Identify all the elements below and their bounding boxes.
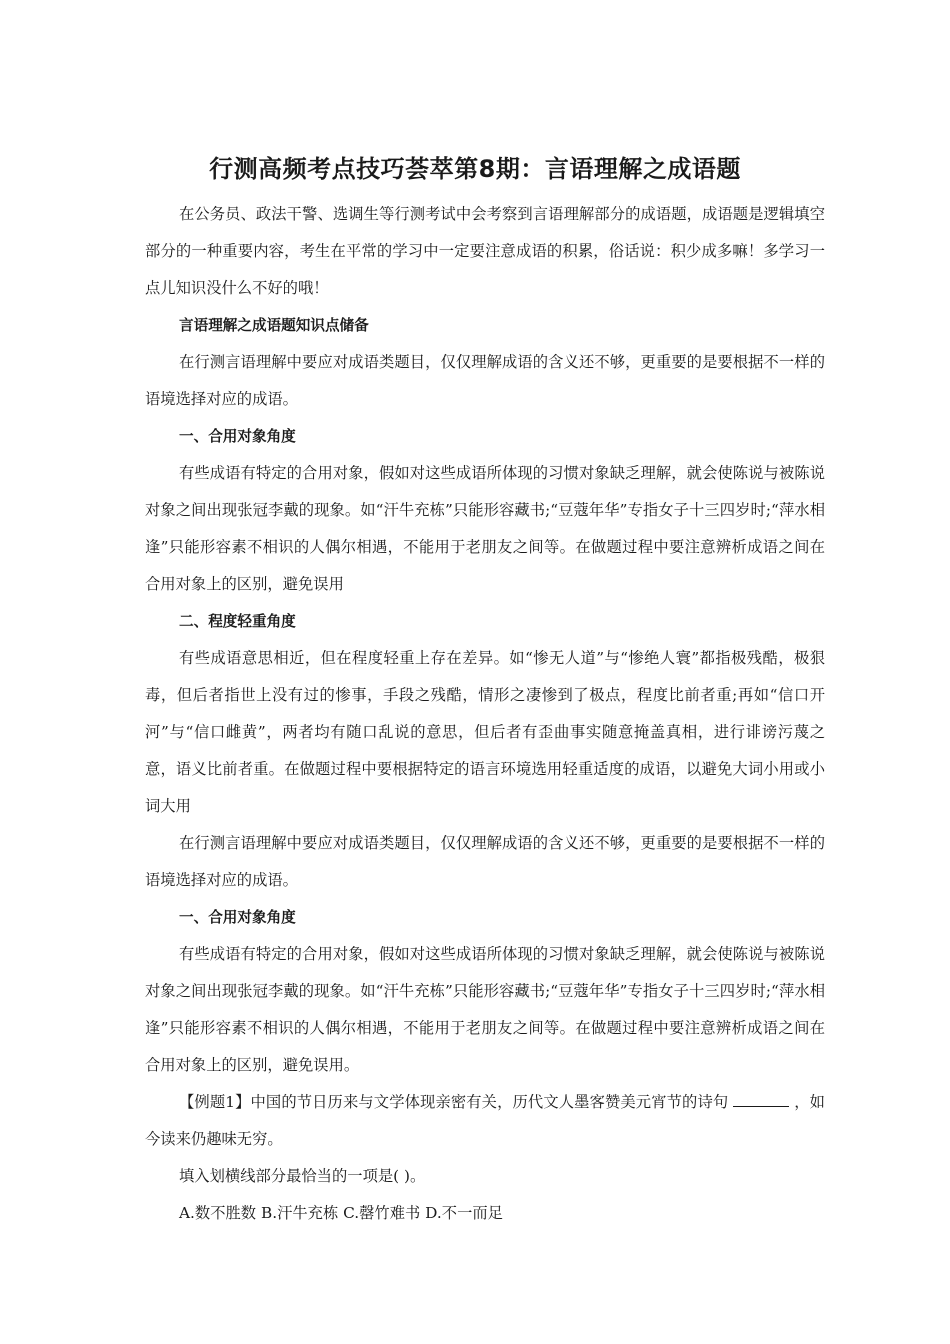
heading-degree-angle: 二、程度轻重角度 (179, 613, 296, 630)
example-options: A.数不胜数 B.汗牛充栋 C.罄竹难书 D.不一而足 (179, 1204, 503, 1222)
object-angle-paragraph-2: 有些成语有特定的合用对象，假如对这些成语所体现的习惯对象缺乏理解，就会使陈说与被陈说对象之间出现张冠李戴的现象。如“汗牛充栋”只能形容藏书;“豆蔻年华”专指女子十三四岁时;“萍水相逢”只能形容素不相识的人偶尔相遇，不能用于老朋友之间等。在做题过程中要注意辨析成语之间在合用对象上的区别，避免误用。 (145, 945, 825, 1074)
intro-paragraph: 在公务员、政法干警、选调生等行测考试中会考察到言语理解部分的成语题，成语题是逻辑填空部分的一种重要内容，考生在平常的学习中一定要注意成语的积累，俗话说：积少成多嘛！多学习一点儿知识没什么不好的哦！ (145, 205, 825, 297)
heading-object-angle-2: 一、合用对象角度 (179, 909, 296, 926)
fill-blank (761, 1092, 789, 1107)
document-body (145, 196, 825, 1232)
example-stem-before: 【例题1】中国的节日历来与文学体现亲密有关，历代文人墨客赞美元宵节的诗句 (179, 1093, 729, 1111)
heading-object-angle-1: 一、合用对象角度 (179, 428, 296, 445)
example-stem-after: ，如今读来仍趣味无穷。 (145, 1093, 825, 1148)
context-paragraph-1: 在行测言语理解中要应对成语类题目，仅仅理解成语的含义还不够，更重要的是要根据不一样的语境选择对应的成语。 (145, 353, 825, 408)
context-paragraph-2: 在行测言语理解中要应对成语类题目，仅仅理解成语的含义还不够，更重要的是要根据不一样的语境选择对应的成语。 (145, 834, 825, 889)
page-title: 行测高频考点技巧荟萃第8期：言语理解之成语题 (209, 155, 741, 183)
object-angle-paragraph-1: 有些成语有特定的合用对象，假如对这些成语所体现的习惯对象缺乏理解，就会使陈说与被陈说对象之间出现张冠李戴的现象。如“汗牛充栋”只能形容藏书;“豆蔻年华”专指女子十三四岁时;“萍水相逢”只能形容素不相识的人偶尔相遇，不能用于老朋友之间等。在做题过程中要注意辨析成语之间在合用对象上的区别，避免误用 (145, 464, 825, 593)
degree-angle-paragraph: 有些成语意思相近，但在程度轻重上存在差异。如“惨无人道”与“惨绝人寰”都指极残酷，极狠毒，但后者指世上没有过的惨事，手段之残酷，情形之凄惨到了极点，程度比前者重;再如“信口开河”与“信口雌黄”，两者均有随口乱说的意思，但后者有歪曲事实随意掩盖真相，进行诽谤污蔑之意，语义比前者重。在做题过程中要根据特定的语言环境选用轻重适度的成语，以避免大词小用或小词大用 (145, 649, 825, 815)
example-instruction: 填入划横线部分最恰当的一项是( )。 (179, 1167, 426, 1185)
example-question (145, 1084, 825, 1158)
section-heading: 言语理解之成语题知识点储备 (179, 317, 369, 334)
fill-blank (733, 1092, 761, 1107)
